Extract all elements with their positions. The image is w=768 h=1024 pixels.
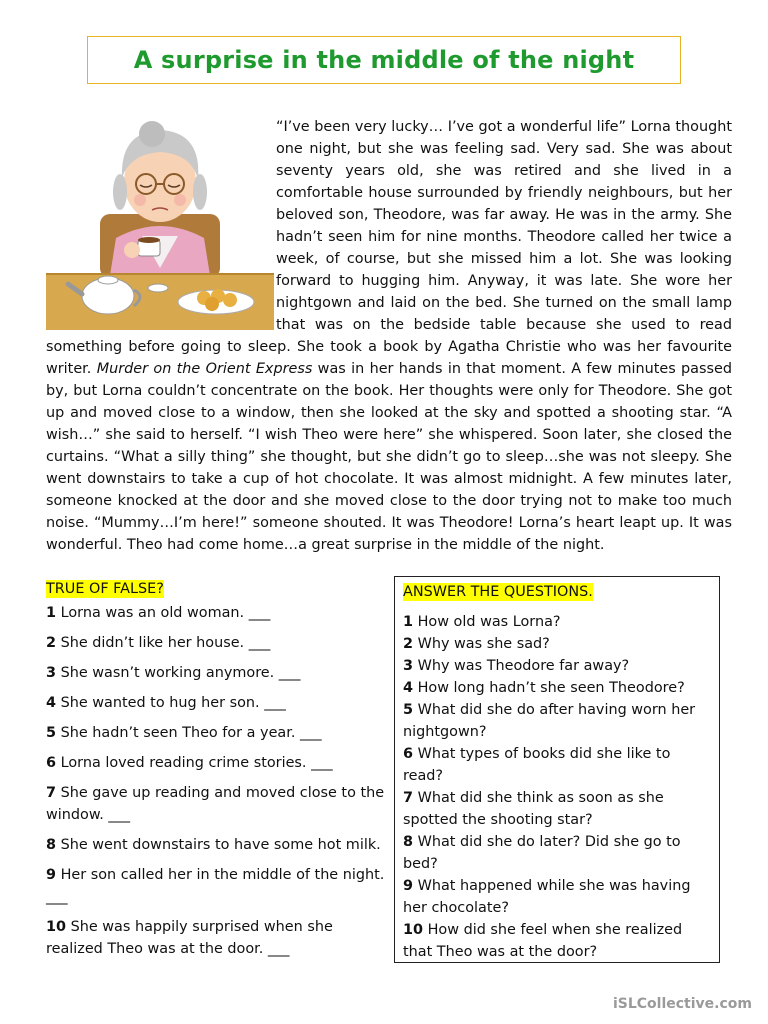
tf-item-number: 1 [46, 605, 57, 621]
tf-item-number: 6 [46, 755, 57, 771]
title-box [87, 36, 681, 84]
tf-item [46, 662, 391, 684]
true-false-heading: TRUE OF FALSE? [46, 581, 164, 597]
tf-item-text: She gave up reading and moved close to the window. ___ [46, 785, 385, 823]
tf-item [46, 916, 391, 960]
tf-item-number: 8 [46, 837, 57, 853]
question-number: 8 [403, 834, 414, 850]
question-item [403, 633, 711, 655]
question-number: 1 [403, 614, 414, 630]
footer-watermark: iSLCollective.com [612, 996, 752, 1012]
question-number: 7 [403, 790, 414, 806]
tf-item [46, 752, 391, 774]
story-text [46, 116, 732, 556]
tf-item-text: She didn’t like her house. ___ [56, 635, 271, 651]
tf-item-text: Lorna loved reading crime stories. ___ [56, 755, 333, 771]
question-item [403, 875, 711, 919]
tf-item-text: She was happily surprised when she realized Theo was at the door. ___ [46, 919, 333, 957]
question-item [403, 831, 711, 875]
grandmother-illustration [46, 118, 274, 330]
page-title: A surprise in the middle of the night [133, 46, 635, 74]
question-number: 9 [403, 878, 414, 894]
question-text: What types of books did she like to read? [403, 746, 671, 784]
question-number: 2 [403, 636, 414, 652]
story-paragraph-part-1: “I’ve been very lucky… I’ve got a wonderful life” Lorna thought one night, but she was feeling sad. Very sad. She was about seventy years old, she was retired and she lived in a comfortable house surrounded by friendly neighbours, but her beloved son, Theodore, was far away. He was in the army. She hadn’t seen him for nine months. Theodore called her twice a week, of course, but she missed him a lot. She was looking forward to hugging him. Anyway, it was late. She wore her nightgown and laid on the bed. She turned on the small lamp that was on the bedside table because she used to read something before going to sleep. She took a book by Agatha Christie who was her favourite writer. [46, 119, 732, 377]
tf-item-number: 3 [46, 665, 57, 681]
tf-item [46, 602, 391, 624]
tf-item-text: She went downstairs to have some hot milk. [56, 837, 381, 853]
tf-item-number: 4 [46, 695, 57, 711]
question-number: 3 [403, 658, 414, 674]
question-text: How old was Lorna? [413, 614, 561, 630]
tf-item [46, 834, 391, 856]
tf-item-text: She hadn’t seen Theo for a year. ___ [56, 725, 322, 741]
tf-item-number: 7 [46, 785, 57, 801]
tf-item [46, 632, 391, 654]
question-text: What happened while she was having her chocolate? [403, 878, 691, 916]
question-text: Why was Theodore far away? [413, 658, 630, 674]
question-item [403, 677, 711, 699]
tf-item [46, 722, 391, 744]
book-title: Murder on the Orient Express [96, 361, 313, 377]
tf-item-number: 2 [46, 635, 57, 651]
question-text: What did she think as soon as she spotted the shooting star? [403, 790, 664, 828]
tf-item-text: Lorna was an old woman. ___ [56, 605, 271, 621]
question-number: 6 [403, 746, 414, 762]
tf-item-text: She wanted to hug her son. ___ [56, 695, 286, 711]
tf-item-text: Her son called her in the middle of the night. ___ [46, 867, 385, 905]
question-item [403, 611, 711, 633]
question-item [403, 655, 711, 677]
questions-box [394, 576, 720, 963]
tf-item [46, 782, 391, 826]
tf-item [46, 692, 391, 714]
tf-item [46, 864, 391, 908]
question-text: How did she feel when she realized that Theo was at the door? [403, 922, 683, 960]
question-text: What did she do later? Did she go to bed? [403, 834, 681, 872]
question-item [403, 919, 711, 963]
question-text: How long hadn’t she seen Theodore? [413, 680, 685, 696]
question-item [403, 787, 711, 831]
tf-item-number: 5 [46, 725, 57, 741]
question-number: 4 [403, 680, 414, 696]
true-false-section [46, 578, 391, 968]
story-paragraph-part-2: was in her hands in that moment. A few minutes passed by, but Lorna couldn’t concentrate on the book. Her thoughts were only for Theodore. She got up and moved close to a window, then she looked at the sky and spotted a shooting star. “A wish…” she said to herself. “I wish Theo were here” she whispered. Soon later, she closed the curtains. “What a silly thing” she thought, but she didn’t go to sleep…she was not sleepy. She went downstairs to take a cup of hot chocolate. It was almost midnight. A few minutes later, someone knocked at the door and she moved close to the door trying not to make too much noise. “Mummy…I’m here!” someone shouted. It was Theodore! Lorna’s heart leapt up. It was wonderful. Theo had come home…a great surprise in the middle of the night. [46, 361, 732, 553]
question-item [403, 743, 711, 787]
tf-item-text: She wasn’t working anymore. ___ [56, 665, 301, 681]
question-text: What did she do after having worn her nightgown? [403, 702, 696, 740]
question-text: Why was she sad? [413, 636, 550, 652]
question-number: 5 [403, 702, 414, 718]
question-number: 10 [403, 922, 424, 938]
tf-item-number: 10 [46, 919, 67, 935]
question-item [403, 699, 711, 743]
questions-heading: ANSWER THE QUESTIONS. [403, 584, 593, 600]
tf-item-number: 9 [46, 867, 57, 883]
